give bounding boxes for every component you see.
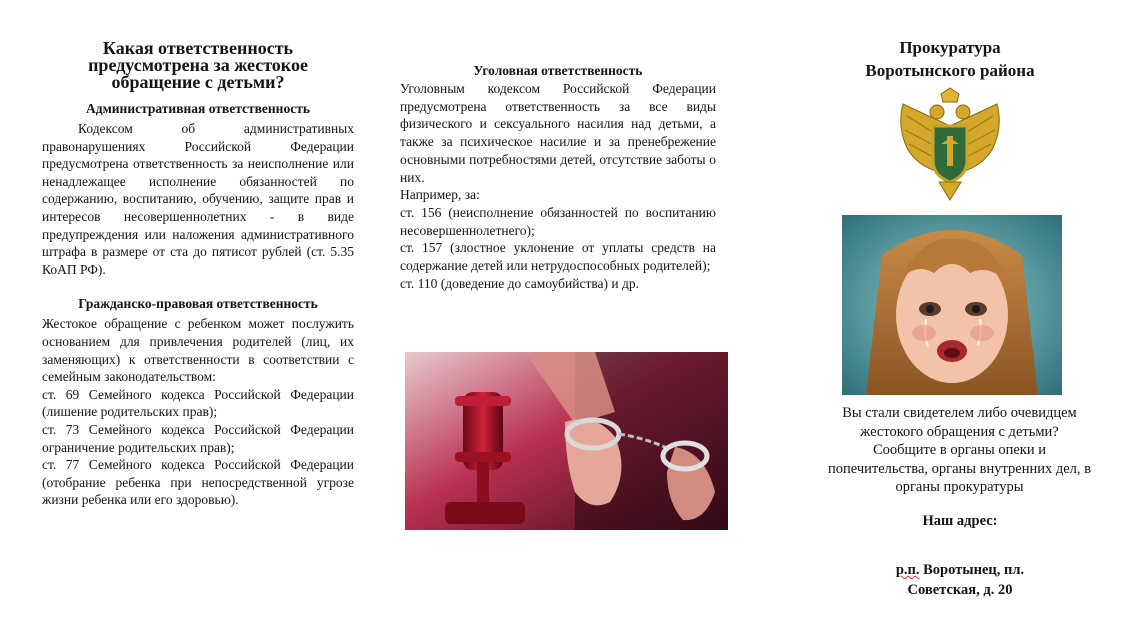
prosecutor-title [840, 36, 1060, 82]
civil-item-77: ст. 77 Семейного кодекса Российской Федерации (отобрание ребенка при непосредственной угрозе жизни ребенка или его здоровью). [42, 457, 354, 508]
criminal-body [400, 80, 716, 292]
witness-line1: Вы стали свидетелем либо очевидцем [842, 405, 1077, 421]
witness-line3: Сообщите в органы опеки и [873, 442, 1046, 458]
criminal-item-157: ст. 157 (злостное уклонение от уплаты средств на содержание детей или нетрудоспособных родителей); [400, 240, 716, 274]
column-administrative-civil [42, 40, 354, 509]
main-title: Какая ответственность предусмотрена за жестокое обращение с детьми? [88, 38, 308, 92]
civil-item-69: ст. 69 Семейного кодекса Российской Федерации (лишение родительских прав); [42, 386, 354, 420]
criminal-intro: Например, за: [400, 187, 480, 203]
criminal-item-110: ст. 110 (доведение до самоубийства) и др. [400, 275, 640, 291]
gavel-handcuffs-photo [405, 352, 728, 530]
prosecutor-emblem-icon [893, 86, 1007, 202]
civil-heading: Гражданско-правовая ответственность [78, 296, 318, 312]
prosecutor-title-line1: Прокуратура [899, 38, 1001, 57]
address-prefix: р.п. [895, 562, 920, 578]
civil-block [42, 315, 354, 509]
civil-text: Жестокое обращение с ребенком может послужить основанием для привлечения родителей (лиц, их заменяющих) к ответственности в соответствии с семейным законодательством: [42, 316, 354, 385]
admin-text: Кодексом об административных правонарушениях Российской Федерации предусмотрена ответственность за неисполнение или ненадлежащее исполнение обязанностей по содержанию, воспитанию, обучению, защите прав и интересов несовершеннолетних - в виде предупреждения или наложения административного штрафа в размере от ста до пятисот рублей (ст. 5.35 КоАП РФ). [42, 121, 354, 277]
criminal-item-156: ст. 156 (неисполнение обязанностей по воспитанию несовершеннолетнего); [400, 204, 716, 238]
address [850, 560, 1070, 600]
address-line1-rest: Воротынец, пл. [919, 562, 1025, 578]
witness-message [812, 404, 1107, 497]
criminal-text: Уголовным кодексом Российской Федерации предусмотрена ответственность за все виды физического и сексуального насилия над детьми, а также за психическое насилие и за пренебрежение основными потребностями детей, отсутствие заботы о них. [400, 81, 716, 185]
address-line2: Советская, д. 20 [907, 582, 1013, 598]
column-criminal [400, 62, 716, 292]
criminal-heading: Уголовная ответственность [473, 63, 643, 78]
crying-child-photo [842, 215, 1062, 395]
address-heading: Наш адрес: [922, 513, 998, 529]
address-line1 [850, 560, 1070, 580]
admin-heading: Административная ответственность [86, 101, 310, 116]
witness-line2: жестокого обращения с детьми? [860, 423, 1059, 440]
prosecutor-title-line2: Воротынского района [865, 61, 1035, 80]
witness-line5: органы прокуратуры [895, 479, 1024, 495]
witness-line4: попечительства, органы внутренних дел, в [828, 460, 1091, 477]
civil-item-73: ст. 73 Семейного кодекса Российской Федерации ограничение родительских прав); [42, 421, 354, 455]
